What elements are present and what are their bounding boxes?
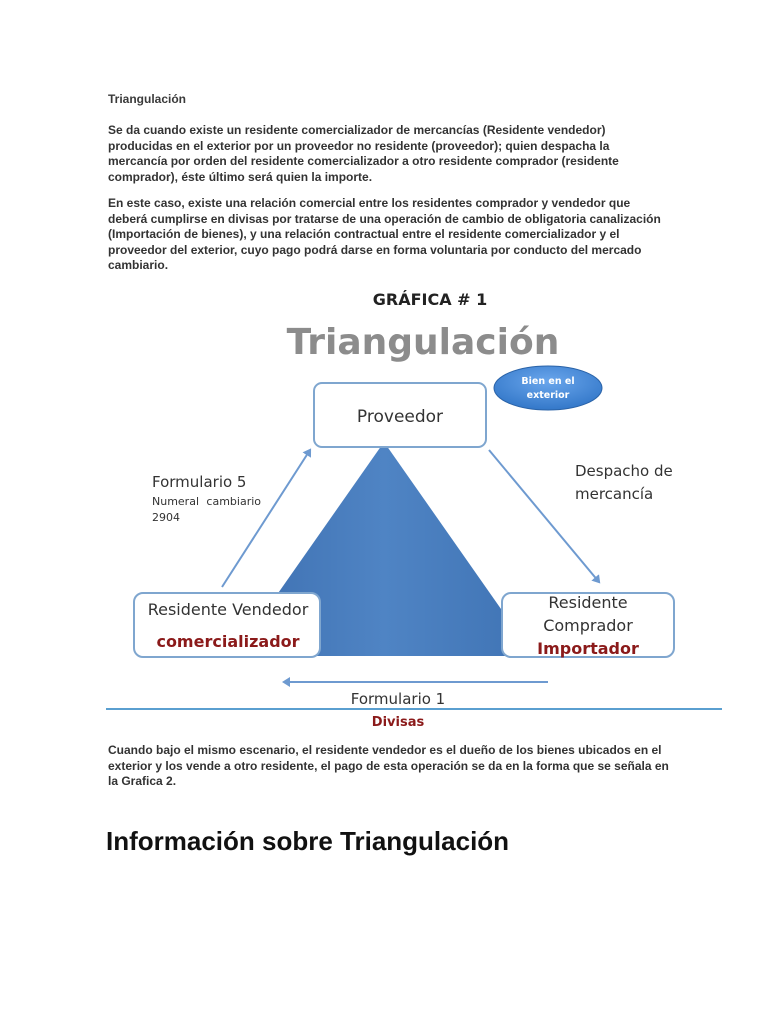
paragraph-definition: Se da cuando existe un residente comercializador de mercancías (Residente vendedor) producidas en el exterior por un proveedor no residente (proveedor); quien despacha la mercancía por orden del residente comercializador a otro residente comprador (residente comprador), éste último será quien la importe. <box>108 123 619 184</box>
paragraph-case: En este caso, existe una relación comercial entre los residentes comprador y vendedor que deberá cumplirse en divisas por tratarse de una operación de cambio de obligatoria canalización (Importación de bienes), y una relación contractual entre el residente comercializador y el proveedor del exterior, cuyo pago podrá darse en forma voluntaria por conducto del mercado cambiario. <box>108 196 661 272</box>
triangulation-diagram <box>0 280 768 740</box>
section-title: Información sobre Triangulación <box>106 826 510 856</box>
comprador-label-2: Comprador <box>543 616 633 635</box>
paragraph-scenario: Cuando bajo el mismo escenario, el residente vendedor es el dueño de los bienes ubicados en el exterior y los vende a otro residente, el pago de esta operación se da en la forma que se señala en la Grafica 2. <box>108 743 669 788</box>
bubble-line-1: Bien en el <box>521 376 575 387</box>
despacho-label-2: mercancía <box>575 485 654 503</box>
bubble-line-2: exterior <box>526 390 570 401</box>
formulario-1-label: Formulario 1 <box>350 690 446 708</box>
proveedor-label: Proveedor <box>356 407 444 427</box>
comprador-role: Importador <box>537 639 639 658</box>
vendedor-role: comercializador <box>156 632 300 651</box>
formulario-5-label: Formulario 5 <box>152 473 247 491</box>
numeral-word: Numeral <box>152 495 200 508</box>
diagram-caption: GRÁFICA # 1 <box>372 290 488 309</box>
document-heading: Triangulación <box>108 92 187 106</box>
vendedor-label: Residente Vendedor <box>147 600 309 619</box>
divisas-label: Divisas <box>371 715 425 730</box>
comprador-label-1: Residente <box>548 593 628 612</box>
diagram-title: Triangulación <box>286 322 560 363</box>
bien-exterior-bubble <box>494 366 602 410</box>
despacho-label-1: Despacho de <box>575 462 673 480</box>
numeral-code: 2904 <box>152 511 180 524</box>
cambiario-word: cambiario <box>206 495 261 508</box>
